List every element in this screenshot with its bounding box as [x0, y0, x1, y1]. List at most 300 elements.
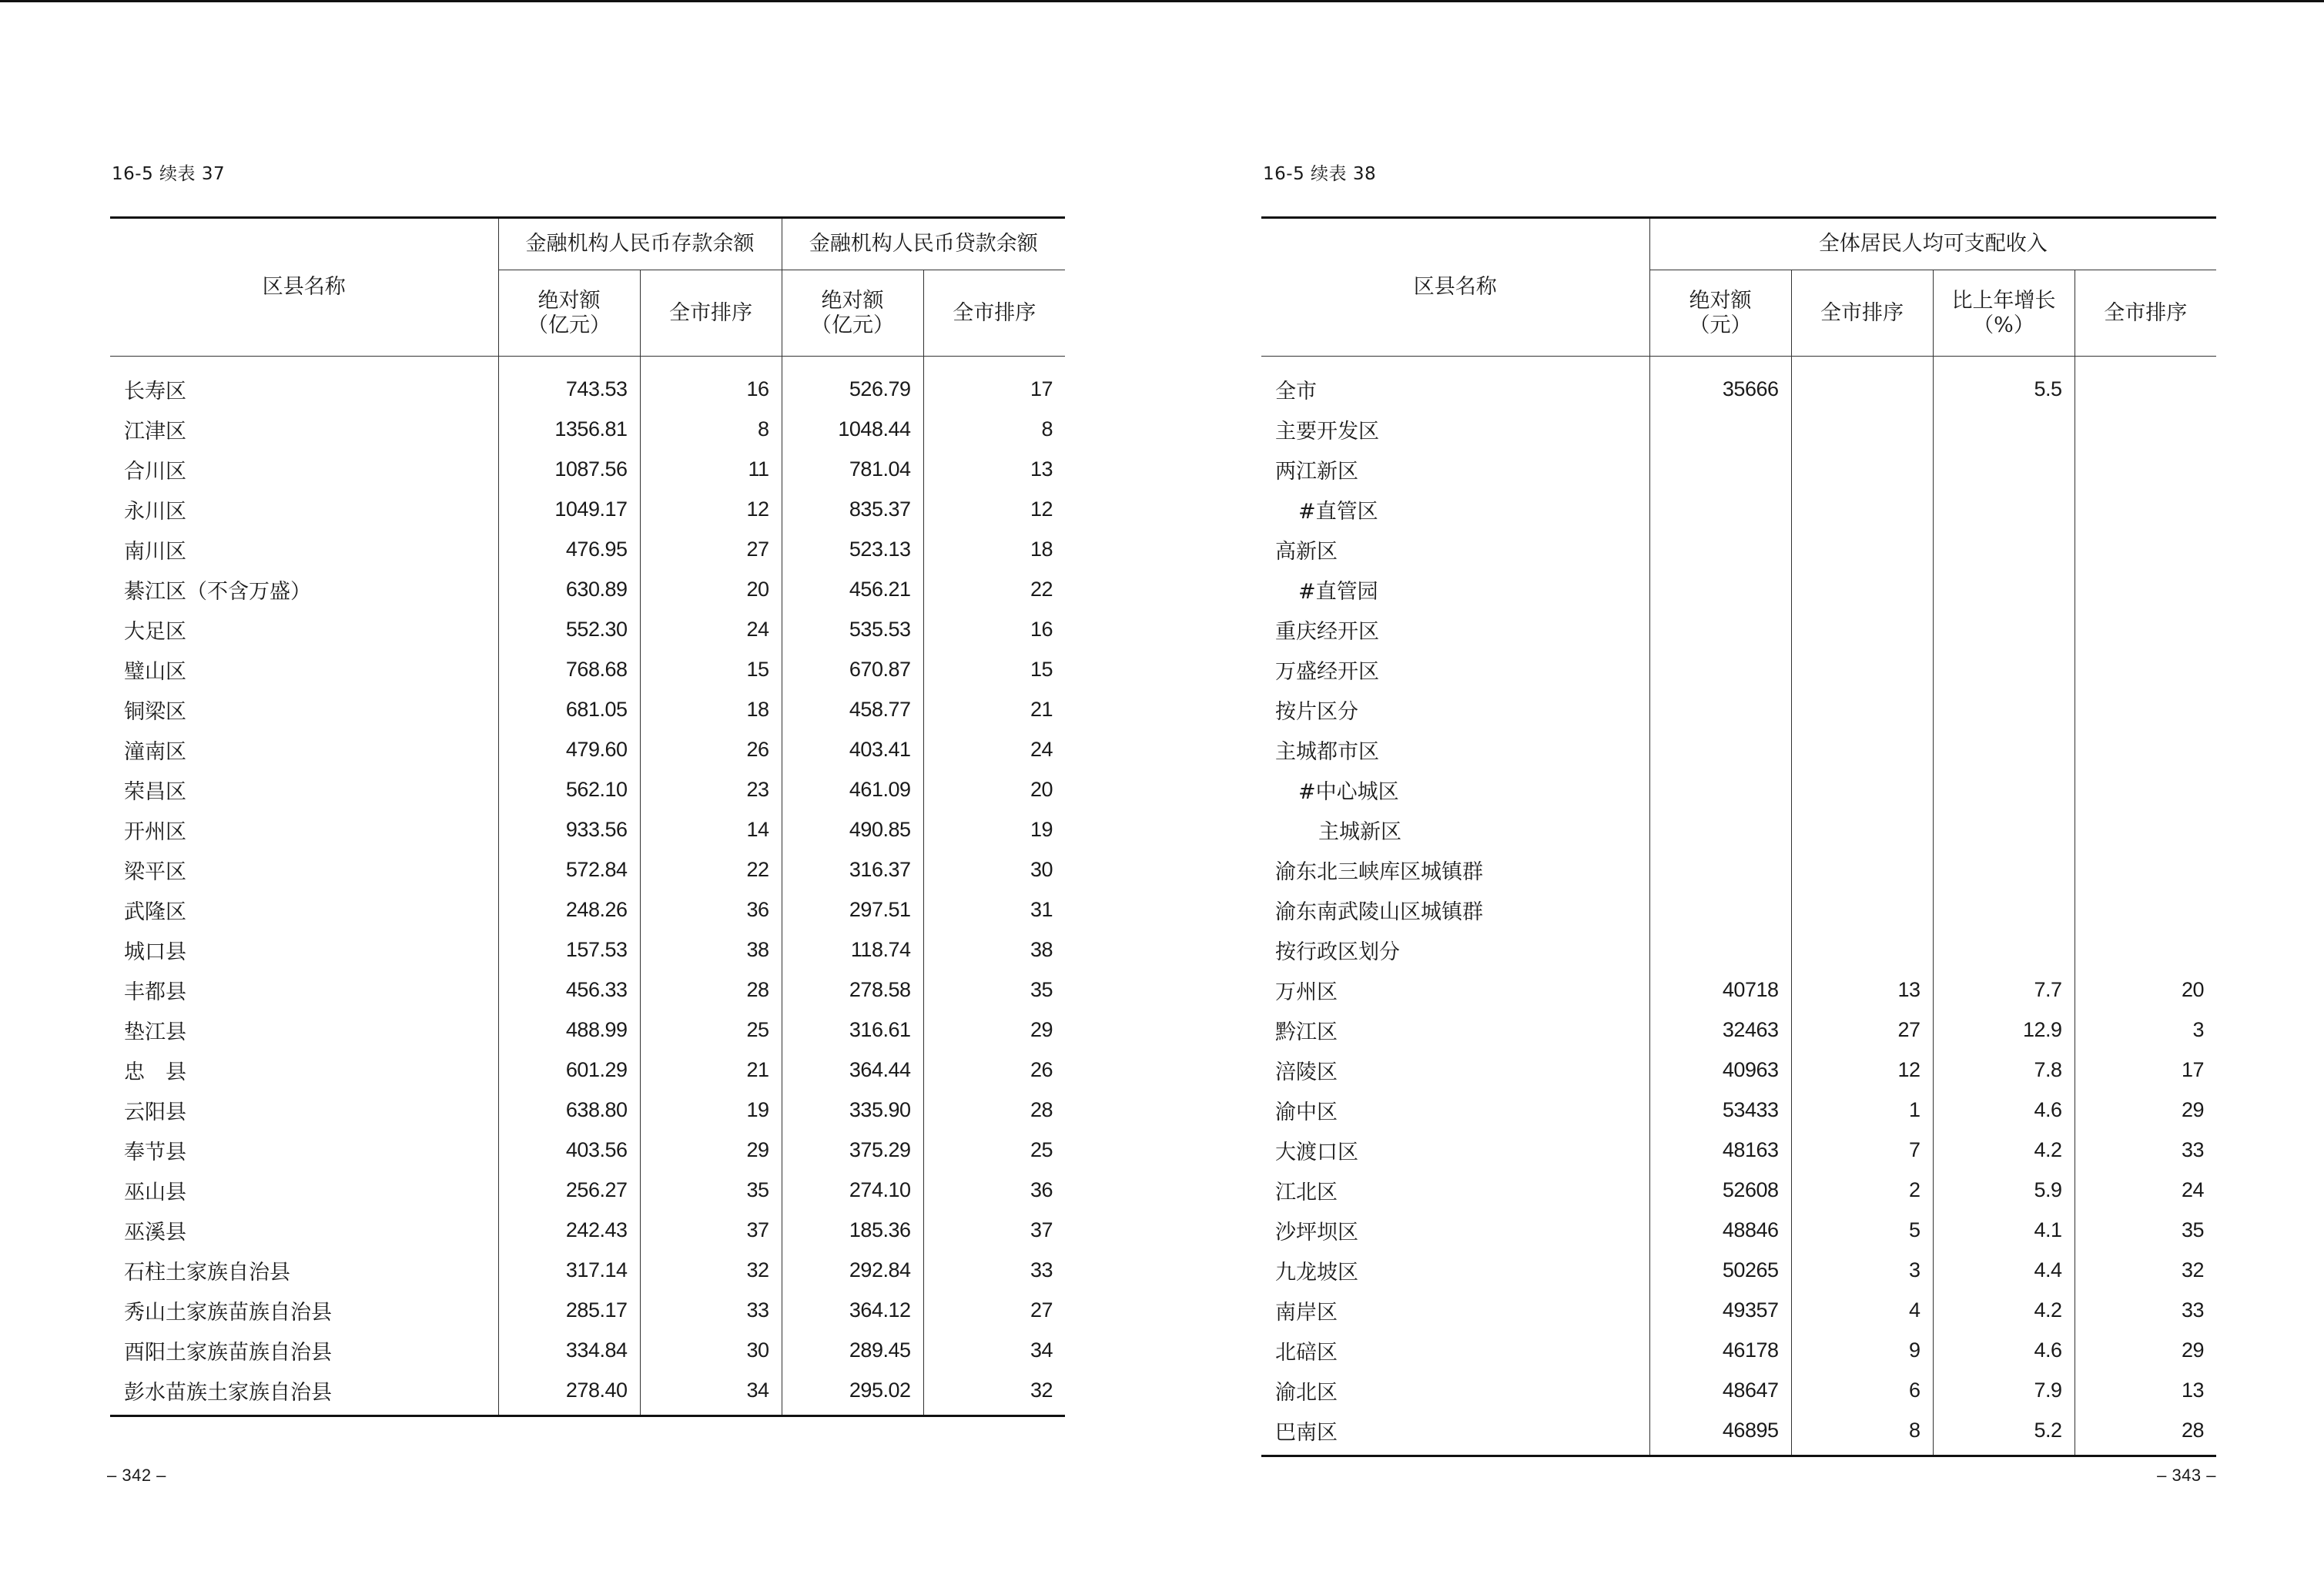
- growth-rank-cell: [2075, 489, 2216, 529]
- income-rank-cell: 3: [1791, 1250, 1933, 1290]
- deposit-rank-cell: 20: [640, 569, 782, 609]
- loan-value-cell: 118.74: [782, 930, 923, 970]
- loan-value-cell: 364.44: [782, 1050, 923, 1090]
- growth-rank-cell: [2075, 809, 2216, 849]
- district-name-cell: 沙坪坝区: [1275, 1220, 1358, 1245]
- table-row: [1261, 357, 2216, 410]
- deposit-value-cell: 572.84: [498, 849, 640, 889]
- deposit-rank-cell: 30: [640, 1330, 782, 1370]
- district-name-cell: 长寿区: [124, 379, 186, 404]
- district-name-cell: 渝北区: [1275, 1380, 1338, 1405]
- loan-value-cell: 835.37: [782, 489, 923, 529]
- district-name-cell: 大渡口区: [1275, 1140, 1358, 1164]
- deposit-rank-cell: 37: [640, 1210, 782, 1250]
- income-rank-cell: 9: [1791, 1330, 1933, 1370]
- loan-value-cell: 316.37: [782, 849, 923, 889]
- table-row: [1261, 609, 2216, 649]
- table-row: [110, 409, 1065, 449]
- growth-value-cell: [1933, 449, 2075, 489]
- income-value-cell: [1649, 729, 1791, 769]
- growth-rank-cell: 35: [2075, 1210, 2216, 1250]
- loan-rank-cell: 37: [923, 1210, 1065, 1250]
- district-name-cell: 巫溪县: [124, 1220, 186, 1245]
- income-value-cell: [1649, 849, 1791, 889]
- deposit-value-cell: 638.80: [498, 1090, 640, 1130]
- district-name-cell: 永川区: [124, 499, 186, 524]
- table-row: [110, 449, 1065, 489]
- deposit-rank-cell: 14: [640, 809, 782, 849]
- loan-rank-cell: 27: [923, 1290, 1065, 1330]
- deposit-value-cell: 403.56: [498, 1130, 640, 1170]
- growth-rank-cell: [2075, 449, 2216, 489]
- table-row: [1261, 529, 2216, 569]
- growth-value-cell: [1933, 649, 2075, 689]
- district-name-cell: 南川区: [124, 539, 186, 564]
- income-value-cell: 52608: [1649, 1170, 1791, 1210]
- deposit-value-cell: 681.05: [498, 689, 640, 729]
- loan-value-cell: 292.84: [782, 1250, 923, 1290]
- table-row: [110, 769, 1065, 809]
- loan-value-cell: 1048.44: [782, 409, 923, 449]
- district-name-cell: 主要开发区: [1275, 419, 1379, 444]
- deposit-value-cell: 242.43: [498, 1210, 640, 1250]
- table-row: [110, 1050, 1065, 1090]
- loan-rank-cell: 22: [923, 569, 1065, 609]
- loan-value-cell: 403.41: [782, 729, 923, 769]
- district-name-cell: 江津区: [124, 419, 186, 444]
- table-row: [1261, 1250, 2216, 1290]
- loan-rank-cell: 16: [923, 609, 1065, 649]
- loan-value-cell: 274.10: [782, 1170, 923, 1210]
- table-row: [110, 649, 1065, 689]
- income-value-cell: [1649, 489, 1791, 529]
- table-row: [1261, 729, 2216, 769]
- income-value-cell: 40718: [1649, 970, 1791, 1010]
- deposit-value-cell: 456.33: [498, 970, 640, 1010]
- table-row: [110, 1250, 1065, 1290]
- table-row: [1261, 649, 2216, 689]
- deposit-rank-cell: 18: [640, 689, 782, 729]
- district-name-cell: 重庆经开区: [1275, 619, 1379, 644]
- deposit-value-cell: 630.89: [498, 569, 640, 609]
- growth-value-cell: [1933, 609, 2075, 649]
- table-row: [110, 1210, 1065, 1250]
- district-name-cell: 主城都市区: [1275, 739, 1379, 764]
- district-name-cell: #直管区: [1298, 499, 1378, 524]
- loan-value-cell: 458.77: [782, 689, 923, 729]
- deposit-rank-cell: 38: [640, 930, 782, 970]
- table-row: [1261, 569, 2216, 609]
- loan-value-cell: 526.79: [782, 357, 923, 410]
- growth-rank-cell: 32: [2075, 1250, 2216, 1290]
- income-rank-cell: 1: [1791, 1090, 1933, 1130]
- deposit-rank-cell: 33: [640, 1290, 782, 1330]
- income-abs-header: 绝对额 （元）: [1649, 270, 1791, 357]
- deposit-rank-cell: 36: [640, 889, 782, 930]
- income-rank-cell: 8: [1791, 1410, 1933, 1456]
- growth-rank-cell: 13: [2075, 1370, 2216, 1410]
- growth-value-cell: [1933, 409, 2075, 449]
- growth-rank-cell: 33: [2075, 1130, 2216, 1170]
- table-row: [1261, 1410, 2216, 1456]
- income-rank-cell: [1791, 357, 1933, 410]
- table-row: [110, 489, 1065, 529]
- table-row: [110, 1290, 1065, 1330]
- table-row: [1261, 1170, 2216, 1210]
- district-name-cell: 渝东北三峡库区城镇群: [1275, 859, 1483, 884]
- table-row: [1261, 1210, 2216, 1250]
- deposit-abs-header: 绝对额 （亿元）: [498, 270, 640, 357]
- deposit-loan-table-body: [110, 357, 1065, 1416]
- income-rank-cell: [1791, 889, 1933, 930]
- district-name-cell: 全市: [1275, 379, 1317, 404]
- growth-value-cell: 4.2: [1933, 1290, 2075, 1330]
- growth-value-cell: [1933, 529, 2075, 569]
- loan-value-cell: 278.58: [782, 970, 923, 1010]
- deposit-value-cell: 256.27: [498, 1170, 640, 1210]
- loan-value-cell: 535.53: [782, 609, 923, 649]
- income-rank-cell: [1791, 489, 1933, 529]
- district-name-cell: 合川区: [124, 459, 186, 484]
- growth-value-cell: 12.9: [1933, 1010, 2075, 1050]
- income-value-cell: [1649, 449, 1791, 489]
- growth-value-cell: [1933, 889, 2075, 930]
- loan-value-cell: 335.90: [782, 1090, 923, 1130]
- income-group-header: 全体居民人均可支配收入: [1649, 218, 2216, 270]
- growth-value-cell: [1933, 689, 2075, 729]
- table-row: [110, 809, 1065, 849]
- loan-rank-header: 全市排序: [923, 270, 1065, 357]
- table-row: [1261, 1090, 2216, 1130]
- district-name-cell: 巫山县: [124, 1180, 186, 1204]
- district-name-cell: 南岸区: [1275, 1300, 1338, 1325]
- income-value-cell: 48647: [1649, 1370, 1791, 1410]
- district-name-cell: 忠 县: [124, 1060, 186, 1084]
- growth-value-cell: 4.1: [1933, 1210, 2075, 1250]
- loan-value-cell: 523.13: [782, 529, 923, 569]
- deposit-value-cell: 317.14: [498, 1250, 640, 1290]
- income-rank-cell: [1791, 689, 1933, 729]
- loan-rank-cell: 12: [923, 489, 1065, 529]
- table-row: [1261, 849, 2216, 889]
- deposit-rank-cell: 27: [640, 529, 782, 569]
- deposit-rank-cell: 32: [640, 1250, 782, 1290]
- table-title-right: 16-5 续表 38: [1263, 164, 1377, 184]
- loan-value-cell: 781.04: [782, 449, 923, 489]
- deposit-value-cell: 278.40: [498, 1370, 640, 1416]
- loan-rank-cell: 25: [923, 1130, 1065, 1170]
- income-rank-cell: [1791, 930, 1933, 970]
- loan-value-cell: 461.09: [782, 769, 923, 809]
- table-row: [110, 357, 1065, 410]
- loan-value-cell: 456.21: [782, 569, 923, 609]
- income-value-cell: 46895: [1649, 1410, 1791, 1456]
- growth-rank-cell: 3: [2075, 1010, 2216, 1050]
- loan-rank-cell: 31: [923, 889, 1065, 930]
- table-row: [110, 1370, 1065, 1416]
- table-row: [1261, 1130, 2216, 1170]
- loan-value-cell: 490.85: [782, 809, 923, 849]
- loan-rank-cell: 32: [923, 1370, 1065, 1416]
- loan-rank-cell: 36: [923, 1170, 1065, 1210]
- district-name-cell: #中心城区: [1298, 779, 1399, 804]
- loan-rank-cell: 26: [923, 1050, 1065, 1090]
- loan-value-cell: 295.02: [782, 1370, 923, 1416]
- growth-value-cell: [1933, 729, 2075, 769]
- table-row: [1261, 970, 2216, 1010]
- income-value-cell: 46178: [1649, 1330, 1791, 1370]
- income-rank-cell: 27: [1791, 1010, 1933, 1050]
- deposit-rank-cell: 34: [640, 1370, 782, 1416]
- growth-value-cell: 5.5: [1933, 357, 2075, 410]
- income-value-cell: 49357: [1649, 1290, 1791, 1330]
- deposit-value-cell: 157.53: [498, 930, 640, 970]
- loan-rank-cell: 29: [923, 1010, 1065, 1050]
- deposit-rank-cell: 21: [640, 1050, 782, 1090]
- district-name-cell: 酉阳土家族苗族自治县: [124, 1340, 332, 1365]
- loan-rank-cell: 24: [923, 729, 1065, 769]
- district-name-cell: 大足区: [124, 619, 186, 644]
- deposit-rank-cell: 8: [640, 409, 782, 449]
- income-value-cell: 35666: [1649, 357, 1791, 410]
- growth-rank-cell: [2075, 689, 2216, 729]
- deposit-rank-cell: 28: [640, 970, 782, 1010]
- loan-rank-cell: 8: [923, 409, 1065, 449]
- growth-value-cell: 4.2: [1933, 1130, 2075, 1170]
- growth-value-cell: 7.7: [1933, 970, 2075, 1010]
- deposit-rank-cell: 11: [640, 449, 782, 489]
- page-number-left: – 342 –: [107, 1466, 166, 1485]
- loan-value-cell: 316.61: [782, 1010, 923, 1050]
- income-value-cell: 50265: [1649, 1250, 1791, 1290]
- table-row: [1261, 1010, 2216, 1050]
- loan-value-cell: 297.51: [782, 889, 923, 930]
- income-rank-cell: 5: [1791, 1210, 1933, 1250]
- district-name-cell: 铜梁区: [124, 699, 186, 724]
- table-row: [1261, 1050, 2216, 1090]
- deposit-value-cell: 285.17: [498, 1290, 640, 1330]
- growth-rank-cell: [2075, 769, 2216, 809]
- income-rank-cell: 12: [1791, 1050, 1933, 1090]
- deposit-value-cell: 933.56: [498, 809, 640, 849]
- district-header: 区县名称: [110, 218, 498, 357]
- deposit-group-header: 金融机构人民币存款余额: [498, 218, 782, 270]
- growth-value-cell: 4.4: [1933, 1250, 2075, 1290]
- income-rank-cell: [1791, 809, 1933, 849]
- loan-rank-cell: 21: [923, 689, 1065, 729]
- district-name-cell: 丰都县: [124, 980, 186, 1004]
- district-name-cell: 九龙坡区: [1275, 1260, 1358, 1285]
- deposit-value-cell: 768.68: [498, 649, 640, 689]
- income-rank-cell: [1791, 449, 1933, 489]
- deposit-rank-header: 全市排序: [640, 270, 782, 357]
- district-name-cell: 涪陵区: [1275, 1060, 1338, 1084]
- loan-rank-cell: 18: [923, 529, 1065, 569]
- loan-rank-cell: 15: [923, 649, 1065, 689]
- deposit-value-cell: 479.60: [498, 729, 640, 769]
- growth-value-cell: 7.8: [1933, 1050, 2075, 1090]
- income-value-cell: [1649, 689, 1791, 729]
- district-name-cell: 万州区: [1275, 980, 1338, 1004]
- deposit-value-cell: 334.84: [498, 1330, 640, 1370]
- loan-value-cell: 670.87: [782, 649, 923, 689]
- district-name-cell: 武隆区: [124, 900, 186, 924]
- income-rank-cell: [1791, 849, 1933, 889]
- income-rank-cell: [1791, 409, 1933, 449]
- loan-rank-cell: 34: [923, 1330, 1065, 1370]
- income-value-cell: [1649, 889, 1791, 930]
- income-rank-cell: [1791, 569, 1933, 609]
- income-value-cell: 40963: [1649, 1050, 1791, 1090]
- table-row: [1261, 769, 2216, 809]
- growth-rank-cell: [2075, 609, 2216, 649]
- deposit-value-cell: 562.10: [498, 769, 640, 809]
- growth-rank-cell: 28: [2075, 1410, 2216, 1456]
- growth-rank-cell: [2075, 849, 2216, 889]
- district-header: 区县名称: [1261, 218, 1649, 357]
- district-name-cell: 垫江县: [124, 1020, 186, 1044]
- growth-value-cell: [1933, 489, 2075, 529]
- income-value-cell: 48846: [1649, 1210, 1791, 1250]
- loan-rank-cell: 19: [923, 809, 1065, 849]
- loan-rank-cell: 28: [923, 1090, 1065, 1130]
- growth-value-cell: [1933, 569, 2075, 609]
- growth-rank-cell: [2075, 889, 2216, 930]
- loan-rank-cell: 38: [923, 930, 1065, 970]
- district-name-cell: 梁平区: [124, 859, 186, 884]
- district-name-cell: 按行政区划分: [1275, 940, 1400, 964]
- district-name-cell: #直管园: [1298, 579, 1378, 604]
- deposit-value-cell: 1049.17: [498, 489, 640, 529]
- growth-value-cell: 4.6: [1933, 1330, 2075, 1370]
- growth-rank-cell: [2075, 729, 2216, 769]
- growth-rank-cell: 24: [2075, 1170, 2216, 1210]
- table-row: [110, 1330, 1065, 1370]
- income-rank-cell: [1791, 649, 1933, 689]
- loan-rank-cell: 20: [923, 769, 1065, 809]
- income-growth-rank-header: 全市排序: [2075, 270, 2216, 357]
- table-row: [1261, 1370, 2216, 1410]
- loan-rank-cell: 33: [923, 1250, 1065, 1290]
- table-row: [1261, 689, 2216, 729]
- district-name-cell: 江北区: [1275, 1180, 1338, 1204]
- income-rank-cell: 13: [1791, 970, 1933, 1010]
- growth-value-cell: 5.9: [1933, 1170, 2075, 1210]
- loan-rank-cell: 13: [923, 449, 1065, 489]
- district-name-cell: 开州区: [124, 819, 186, 844]
- top-border: [0, 0, 2324, 2]
- income-abs-rank-header: 全市排序: [1791, 270, 1933, 357]
- income-rank-cell: 7: [1791, 1130, 1933, 1170]
- district-name-cell: 綦江区（不含万盛）: [124, 579, 311, 604]
- table-row: [1261, 1290, 2216, 1330]
- growth-rank-cell: [2075, 930, 2216, 970]
- growth-rank-cell: [2075, 357, 2216, 410]
- district-name-cell: 奉节县: [124, 1140, 186, 1164]
- deposit-value-cell: 743.53: [498, 357, 640, 410]
- growth-value-cell: [1933, 769, 2075, 809]
- loan-value-cell: 185.36: [782, 1210, 923, 1250]
- growth-rank-cell: [2075, 649, 2216, 689]
- table-row: [110, 1130, 1065, 1170]
- district-name-cell: 秀山土家族苗族自治县: [124, 1300, 332, 1325]
- table-row: [110, 569, 1065, 609]
- growth-rank-cell: 33: [2075, 1290, 2216, 1330]
- income-table: [1261, 216, 2216, 1457]
- growth-rank-cell: [2075, 569, 2216, 609]
- deposit-rank-cell: 24: [640, 609, 782, 649]
- loan-value-cell: 375.29: [782, 1130, 923, 1170]
- income-value-cell: [1649, 529, 1791, 569]
- district-name-cell: 云阳县: [124, 1100, 186, 1124]
- income-table-body: [1261, 357, 2216, 1456]
- deposit-value-cell: 488.99: [498, 1010, 640, 1050]
- page-number-right: – 343 –: [2157, 1466, 2216, 1485]
- deposit-rank-cell: 22: [640, 849, 782, 889]
- deposit-loan-table: [110, 216, 1065, 1417]
- income-value-cell: 48163: [1649, 1130, 1791, 1170]
- table-row: [1261, 409, 2216, 449]
- table-row: [110, 1010, 1065, 1050]
- deposit-value-cell: 1356.81: [498, 409, 640, 449]
- income-rank-cell: [1791, 729, 1933, 769]
- loan-abs-header: 绝对额 （亿元）: [782, 270, 923, 357]
- growth-rank-cell: 29: [2075, 1090, 2216, 1130]
- table-row: [1261, 489, 2216, 529]
- growth-rank-cell: 29: [2075, 1330, 2216, 1370]
- income-rank-cell: [1791, 769, 1933, 809]
- deposit-value-cell: 476.95: [498, 529, 640, 569]
- income-value-cell: [1649, 569, 1791, 609]
- growth-rank-cell: 17: [2075, 1050, 2216, 1090]
- table-row: [110, 729, 1065, 769]
- district-name-cell: 彭水苗族土家族自治县: [124, 1380, 332, 1405]
- growth-rank-cell: [2075, 409, 2216, 449]
- growth-value-cell: [1933, 849, 2075, 889]
- table-row: [110, 889, 1065, 930]
- income-value-cell: [1649, 409, 1791, 449]
- district-name-cell: 黔江区: [1275, 1020, 1338, 1044]
- table-row: [110, 1090, 1065, 1130]
- growth-value-cell: [1933, 930, 2075, 970]
- loan-value-cell: 364.12: [782, 1290, 923, 1330]
- deposit-value-cell: 248.26: [498, 889, 640, 930]
- income-value-cell: [1649, 609, 1791, 649]
- table-row: [110, 609, 1065, 649]
- income-rank-cell: 2: [1791, 1170, 1933, 1210]
- deposit-rank-cell: 25: [640, 1010, 782, 1050]
- district-name-cell: 巴南区: [1275, 1420, 1338, 1445]
- district-name-cell: 渝中区: [1275, 1100, 1338, 1124]
- growth-value-cell: 4.6: [1933, 1090, 2075, 1130]
- district-name-cell: 北碚区: [1275, 1340, 1338, 1365]
- table-row: [1261, 889, 2216, 930]
- income-rank-cell: 6: [1791, 1370, 1933, 1410]
- table-row: [110, 529, 1065, 569]
- loan-group-header: 金融机构人民币贷款余额: [782, 218, 1065, 270]
- table-row: [1261, 1330, 2216, 1370]
- deposit-value-cell: 1087.56: [498, 449, 640, 489]
- loan-rank-cell: 17: [923, 357, 1065, 410]
- table-row: [1261, 449, 2216, 489]
- loan-value-cell: 289.45: [782, 1330, 923, 1370]
- income-value-cell: [1649, 769, 1791, 809]
- district-name-cell: 渝东南武陵山区城镇群: [1275, 900, 1483, 924]
- income-value-cell: [1649, 649, 1791, 689]
- growth-rank-cell: [2075, 529, 2216, 569]
- district-name-cell: 万盛经开区: [1275, 659, 1379, 684]
- deposit-rank-cell: 12: [640, 489, 782, 529]
